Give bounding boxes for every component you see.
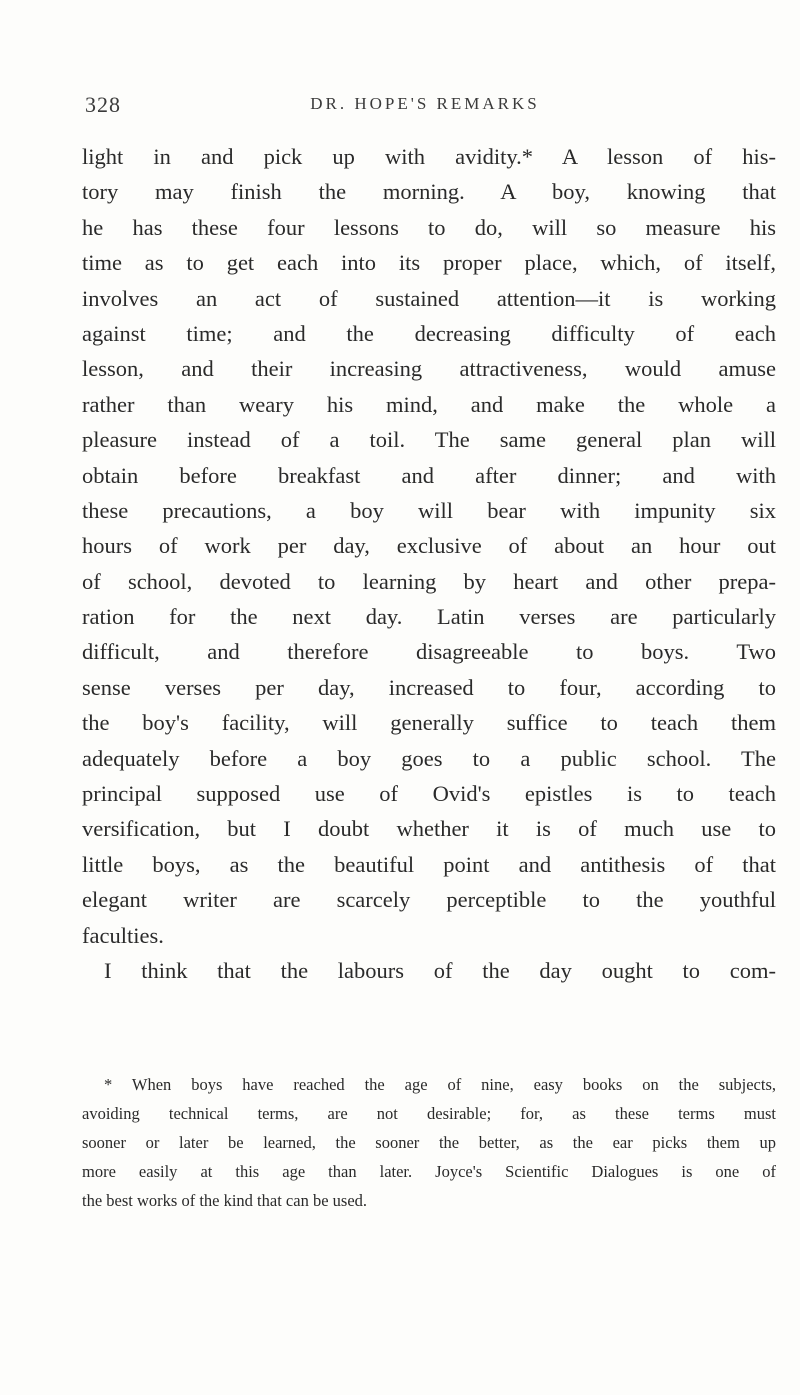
text-line: involves an act of sustained attention—it is working (82, 285, 776, 311)
text-line: difficult, and therefore disagreeable to boys. Two (82, 639, 776, 665)
footnote (82, 1070, 776, 1215)
text-line: rather than weary his mind, and make the whole a (82, 391, 776, 417)
text-line: light in and pick up with avidity.* A lesson of his- (82, 144, 776, 169)
footnote-line: avoiding technical terms, are not desirable; for, as these terms must (82, 1104, 776, 1123)
footnote-line: more easily at this age than later. Joyce's Scientific Dialogues is one of (82, 1162, 776, 1181)
text-line: time as to get each into its proper place, which, of itself, (82, 250, 776, 276)
text-line: against time; and the decreasing difficulty of each (82, 320, 776, 346)
text-line: faculties. (82, 922, 164, 948)
running-head (85, 92, 765, 122)
text-line: he has these four lessons to do, will so measure his (82, 214, 776, 240)
text-line: lesson, and their increasing attractiveness, would amuse (82, 356, 776, 382)
text-line: adequately before a boy goes to a public school. The (82, 745, 776, 771)
footnote-line: the best works of the kind that can be used. (82, 1191, 368, 1210)
text-line: these precautions, a boy will bear with impunity six (82, 497, 776, 523)
text-line: the boy's facility, will generally suffice to teach them (82, 710, 776, 736)
footnote-line: * When boys have reached the age of nine, easy books on the subjects, (104, 1075, 776, 1094)
text-line: ration for the next day. Latin verses are particularly (82, 604, 776, 630)
footnote-line: sooner or later be learned, the sooner the better, as the ear picks them up (82, 1133, 776, 1152)
text-line: sense verses per day, increased to four, according to (82, 674, 776, 700)
text-line: versification, but I doubt whether it is of much use to (82, 816, 776, 842)
text-line: little boys, as the beautiful point and antithesis of that (82, 851, 776, 877)
text-line: tory may finish the morning. A boy, knowing that (82, 179, 776, 205)
text-line: elegant writer are scarcely perceptible to the youthful (82, 887, 776, 913)
text-line: of school, devoted to learning by heart and other prepa- (82, 568, 776, 594)
page-number: 328 (85, 92, 121, 117)
text-line: hours of work per day, exclusive of about an hour out (82, 533, 776, 559)
body-text (82, 139, 776, 988)
text-line: pleasure instead of a toil. The same general plan will (82, 427, 776, 453)
text-line: I think that the labours of the day ought to com- (104, 957, 776, 983)
text-line: obtain before breakfast and after dinner; and with (82, 462, 776, 488)
running-head-title: DR. HOPE'S REMARKS (310, 94, 540, 113)
text-line: principal supposed use of Ovid's epistles is to teach (82, 781, 776, 807)
